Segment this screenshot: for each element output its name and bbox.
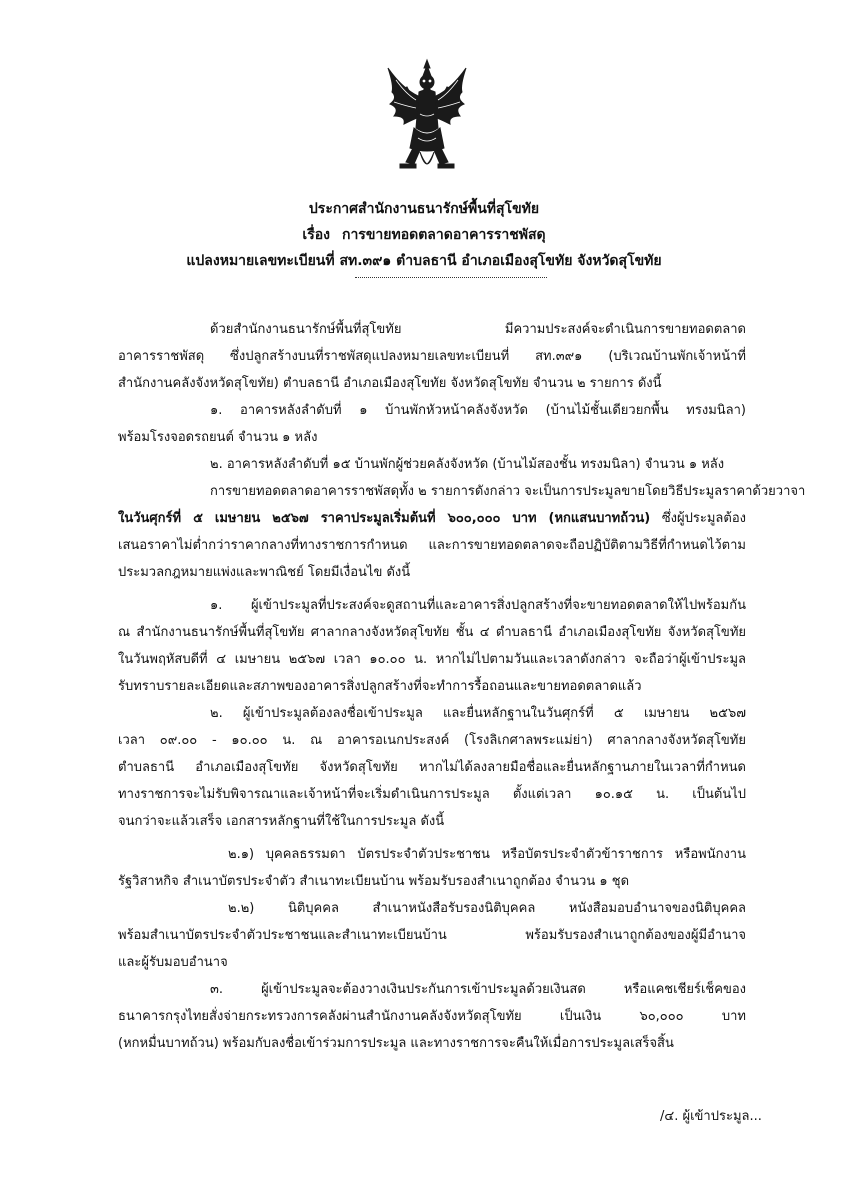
condition-2-line: ทางราชการจะไม่รับพิจารณาและเจ้าหน้าที่จะเริ่มดำเนินการประมูล ตั้งแต่เวลา ๑๐.๑๕ น. เป็นต้นไป [118, 787, 746, 802]
intro-line: ด้วยสำนักงานธนารักษ์พื้นที่สุโขทัย มีความประสงค์จะดำเนินการขายทอดตลาด [210, 322, 746, 337]
intro-line: อาคารราชพัสดุ ซึ่งปลูกสร้างบนที่ราชพัสดุแปลงหมายเลขทะเบียนที่ สท.๓๙๑ (บริเวณบ้านพักเจ้าหน้าที่ [118, 349, 746, 364]
announcement-title [0, 196, 848, 274]
condition-1-line: รับทราบรายละเอียดและสภาพของอาคารสิ่งปลูกสร้างที่จะทำการรื้อถอนและขายทอดตลาดแล้ว [118, 679, 642, 694]
condition-1-line: ณ สำนักงานธนารักษ์พื้นที่สุโขทัย ศาลากลางจังหวัดสุโขทัย ชั้น ๔ ตำบลธานี อำเภอเมืองสุโขทัย จังหวัดสุโขทัย [118, 625, 746, 640]
auction-date-line [118, 505, 746, 532]
title-line-agency: ประกาศสำนักงานธนารักษ์พื้นที่สุโขทัย [308, 201, 540, 217]
condition-2-line: ตำบลธานี อำเภอเมืองสุโขทัย จังหวัดสุโขทัย หากไม่ได้ลงลายมือชื่อและยื่นหลักฐานภายในเวลาที่กำหนด [118, 760, 746, 775]
condition-2-2-line: ๒.๒) นิติบุคคล สำเนาหนังสือรับรองนิติบุคคล หนังสือมอบอำนาจของนิติบุคคล [228, 901, 746, 916]
item-1-line: พร้อมโรงจอดรถยนต์ จำนวน ๑ หลัง [118, 430, 318, 445]
subject-label: เรื่อง [302, 227, 330, 243]
announcement-body [118, 316, 806, 1057]
condition-3-line: ๓. ผู้เข้าประมูลจะต้องวางเงินประกันการเข้าประมูลด้วยเงินสด หรือแคชเชียร์เช็คของ [210, 982, 746, 997]
condition-2-1-line: รัฐวิสาหกิจ สำเนาบัตรประจำตัว สำเนาทะเบียนบ้าน พร้อมรับรองสำเนาถูกต้อง จำนวน ๑ ชุด [118, 874, 630, 889]
condition-2-2-line: พร้อมสำเนาบัตรประจำตัวประชาชนและสำเนาทะเบียนบ้าน พร้อมรับรองสำเนาถูกต้องของผู้มีอำนาจ [118, 928, 746, 943]
condition-2-line: จนกว่าจะแล้วเสร็จ เอกสารหลักฐานที่ใช้ในการประมูล ดังนี้ [118, 814, 445, 829]
auction-line: เสนอราคาไม่ต่ำกว่าราคากลางที่ทางราชการกำหนด และการขายทอดตลาดจะถือปฏิบัติตามวิธีที่กำหนดไว้ตาม [118, 538, 746, 553]
item-2-line: ๒. อาคารหลังลำดับที่ ๑๕ บ้านพักผู้ช่วยคลังจังหวัด (บ้านไม้สองชั้น ทรงมนิลา) จำนวน ๑ หลัง [210, 457, 725, 472]
auction-date-rest: ซึ่งผู้ประมูลต้อง [650, 511, 746, 526]
auction-date-price: ในวันศุกร์ที่ ๕ เมษายน ๒๕๖๗ ราคาประมูลเริ่มต้นที่ ๖๐๐,๐๐๐ บาท (หกแสนบาทถ้วน) [118, 511, 651, 526]
garuda-emblem-icon [384, 58, 470, 180]
auction-line: การขายทอดตลาดอาคารราชพัสดุทั้ง ๒ รายการดังกล่าว จะเป็นการประมูลขายโดยวิธีประมูลราคาด้วยวาจา [210, 484, 806, 499]
subject-text: การขายทอดตลาดอาคารราชพัสดุ [341, 227, 546, 243]
title-line-subject [0, 222, 848, 248]
condition-2-line: เวลา ๐๙.๐๐ - ๑๐.๐๐ น. ณ อาคารอเนกประสงค์ (โรงลิเกศาลพระแม่ย่า) ศาลากลางจังหวัดสุโขทัย [118, 733, 746, 748]
title-line-parcel: แปลงหมายเลขทะเบียนที่ สท.๓๙๑ ตำบลธานี อำเภอเมืองสุโขทัย จังหวัดสุโขทัย [186, 253, 662, 269]
intro-line: สำนักงานคลังจังหวัดสุโขทัย) ตำบลธานี อำเภอเมืองสุโขทัย จังหวัดสุโขทัย จำนวน ๒ รายการ ดังนี้ [118, 376, 662, 391]
condition-1-line: ๑. ผู้เข้าประมูลที่ประสงค์จะดูสถานที่และอาคารสิ่งปลูกสร้างที่จะขายทอดตลาดให้ไปพร้อมกัน [210, 598, 746, 613]
condition-2-2-line: และผู้รับมอบอำนาจ [118, 955, 228, 970]
title-divider [355, 277, 547, 278]
condition-2-1-line: ๒.๑) บุคคลธรรมดา บัตรประจำตัวประชาชน หรือบัตรประจำตัวข้าราชการ หรือพนักงาน [228, 847, 746, 862]
condition-3-line: ธนาคารกรุงไทยสั่งจ่ายกระทรวงการคลังผ่านสำนักงานคลังจังหวัดสุโขทัย เป็นเงิน ๖๐,๐๐๐ บาท [118, 1009, 746, 1024]
condition-2-line: ๒. ผู้เข้าประมูลต้องลงชื่อเข้าประมูล และยื่นหลักฐานในวันศุกร์ที่ ๕ เมษายน ๒๕๖๗ [210, 706, 746, 721]
auction-line: ประมวลกฎหมายแพ่งและพาณิชย์ โดยมีเงื่อนไข ดังนี้ [118, 565, 411, 580]
condition-1-line: ในวันพฤหัสบดีที่ ๔ เมษายน ๒๕๖๗ เวลา ๑๐.๐๐ น. หากไม่ไปตามวันและเวลาดังกล่าว จะถือว่าผู้เข้าประมูล [118, 652, 746, 667]
condition-3-line: (หกหมื่นบาทถ้วน) พร้อมกับลงชื่อเข้าร่วมการประมูล และทางราชการจะคืนให้เมื่อการประมูลเสร็จสิ้น [118, 1036, 674, 1051]
item-1-line: ๑. อาคารหลังลำดับที่ ๑ บ้านพักหัวหน้าคลังจังหวัด (บ้านไม้ชั้นเดียวยกพื้น ทรงมนิลา) [210, 403, 746, 418]
continuation-reference: /๔. ผู้เข้าประมูล... [660, 1109, 762, 1124]
